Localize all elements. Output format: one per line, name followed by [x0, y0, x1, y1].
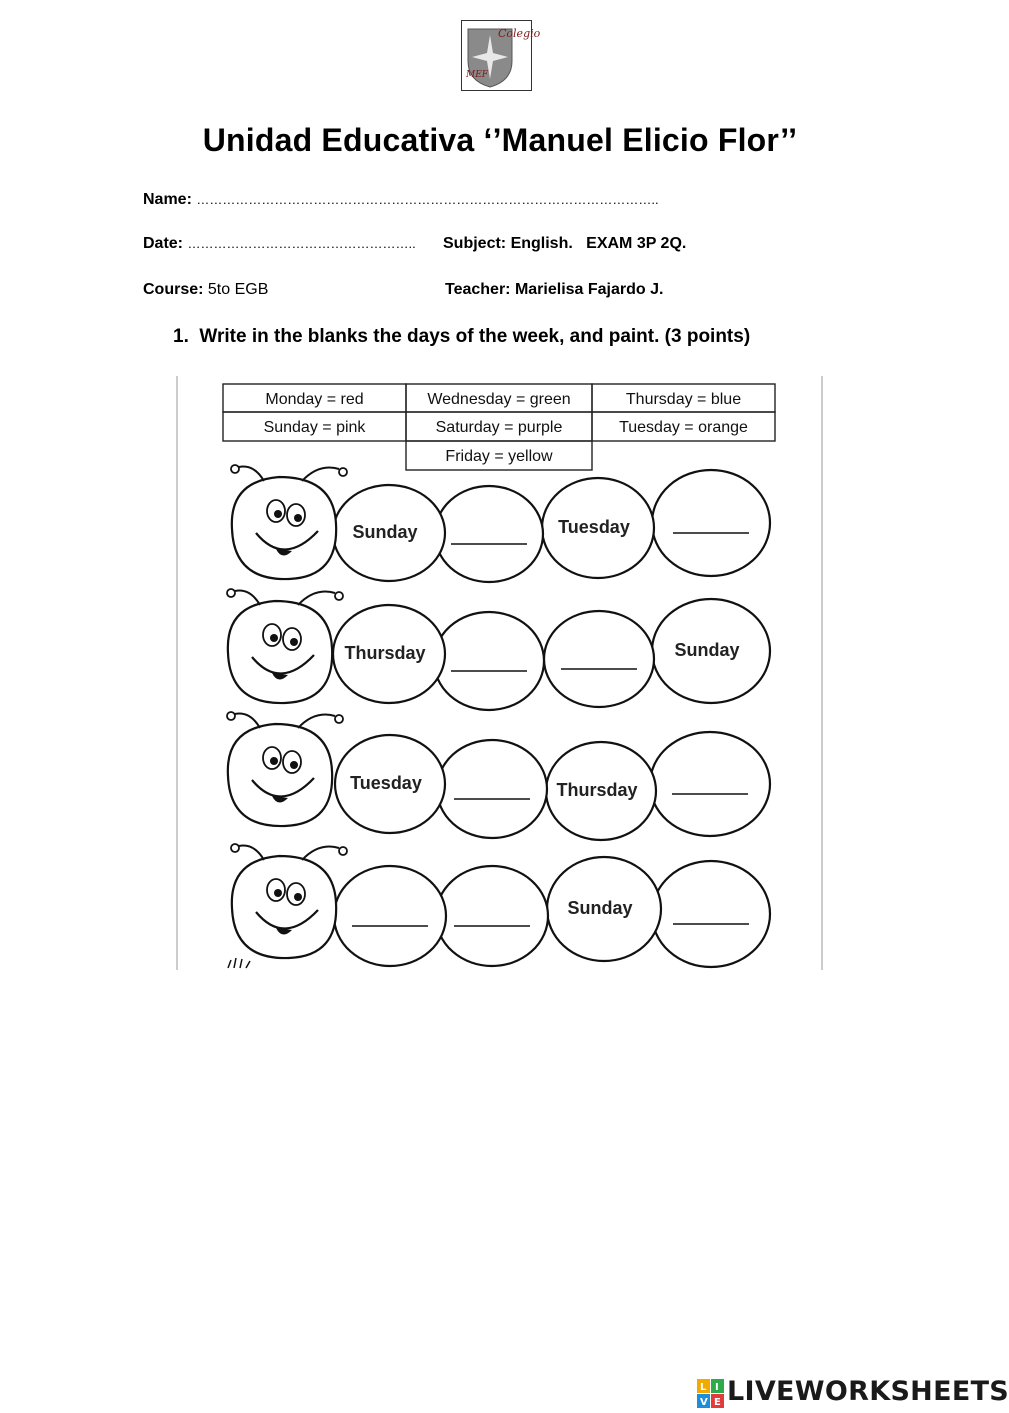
antenna-tip — [335, 715, 343, 723]
pupil — [290, 761, 298, 769]
badge-letter-i: I — [715, 1382, 719, 1393]
day-label: Thursday — [556, 780, 638, 800]
pupil — [294, 514, 302, 522]
caterpillar-4 — [231, 844, 770, 967]
pupil — [270, 757, 278, 765]
worksheet-figure — [176, 376, 824, 970]
shield-icon — [462, 21, 541, 90]
grass-marks — [228, 958, 250, 968]
question-text: Write in the blanks the days of the week, and paint. (3 points) — [199, 326, 751, 347]
key-label: Saturday = purple — [435, 419, 563, 436]
day-label: Tuesday — [350, 773, 422, 793]
date-blank[interactable]: …………………………………………….. — [187, 236, 416, 251]
caterpillar-head — [232, 477, 336, 579]
question-1 — [173, 326, 750, 348]
logo-text-top: Colegio — [498, 27, 541, 40]
logo-text-bottom: MEF — [466, 70, 489, 80]
exam-label: EXAM 3P 2Q. — [586, 235, 687, 252]
caterpillar-head — [228, 601, 332, 703]
antenna-right — [298, 592, 335, 606]
caterpillar-head — [228, 724, 332, 826]
date-row — [143, 235, 416, 253]
caterpillar-head — [232, 856, 336, 958]
day-label: Sunday — [352, 522, 418, 542]
badge-letter-v: V — [700, 1397, 708, 1408]
teacher-text: Teacher: Marielisa Fajardo J. — [445, 281, 664, 298]
question-number: 1. — [173, 326, 189, 347]
caterpillar-3 — [227, 712, 770, 840]
subject-label: Subject: English. — [443, 235, 573, 252]
body-segment[interactable] — [652, 861, 770, 967]
body-segment[interactable] — [435, 486, 543, 582]
caterpillar-illustration — [176, 376, 824, 970]
page-title: Unidad Educativa ‘’Manuel Elicio Flor’’ — [202, 122, 798, 158]
antenna-tip — [339, 847, 347, 855]
key-label: Monday = red — [265, 391, 364, 408]
body-segment[interactable] — [436, 866, 548, 966]
date-label: Date: — [143, 235, 184, 252]
badge-letter-e: E — [714, 1397, 721, 1408]
course-row — [143, 281, 268, 299]
key-label: Sunday = pink — [263, 419, 366, 436]
antenna-left — [235, 714, 260, 728]
pupil — [274, 889, 282, 897]
key-label: Wednesday = green — [427, 391, 571, 408]
day-label: Sunday — [674, 640, 740, 660]
key-label: Friday = yellow — [445, 448, 553, 465]
antenna-right — [298, 715, 335, 729]
pupil — [294, 893, 302, 901]
school-logo — [461, 20, 541, 91]
caterpillar-2 — [227, 589, 770, 710]
liveworksheets-logo-icon — [697, 1379, 725, 1409]
subject-text — [443, 235, 686, 253]
antenna-tip — [231, 844, 239, 852]
badge-letter-l: L — [700, 1382, 707, 1393]
brand-text: LIVEWORKSHEETS — [727, 1376, 1009, 1407]
pupil — [290, 638, 298, 646]
body-segment[interactable] — [334, 866, 446, 966]
body-segment[interactable] — [650, 732, 770, 836]
name-row — [143, 191, 659, 209]
course-label: Course: — [143, 281, 204, 298]
day-label: Tuesday — [558, 517, 630, 537]
body-segment[interactable] — [434, 612, 544, 710]
key-label: Thursday = blue — [625, 391, 742, 408]
antenna-tip — [339, 468, 347, 476]
pupil — [274, 510, 282, 518]
antenna-tip — [231, 465, 239, 473]
name-label: Name: — [143, 191, 192, 208]
antenna-left — [239, 467, 264, 481]
caterpillar-1 — [231, 465, 770, 582]
body-segment[interactable] — [544, 611, 654, 707]
name-blank[interactable]: …………………………………………………………………………………………….. — [196, 192, 659, 207]
day-label: Thursday — [344, 643, 426, 663]
antenna-tip — [227, 712, 235, 720]
antenna-left — [239, 846, 264, 860]
course-value: 5to EGB — [207, 281, 269, 298]
footer-brand — [697, 1376, 1009, 1410]
antenna-tip — [227, 589, 235, 597]
antenna-right — [302, 847, 339, 861]
antenna-tip — [335, 592, 343, 600]
antenna-left — [235, 591, 260, 605]
pupil — [270, 634, 278, 642]
body-segment[interactable] — [652, 470, 770, 576]
key-label: Tuesday = orange — [619, 419, 748, 436]
antenna-right — [302, 468, 339, 482]
day-label: Sunday — [567, 898, 633, 918]
body-segment[interactable] — [437, 740, 547, 838]
